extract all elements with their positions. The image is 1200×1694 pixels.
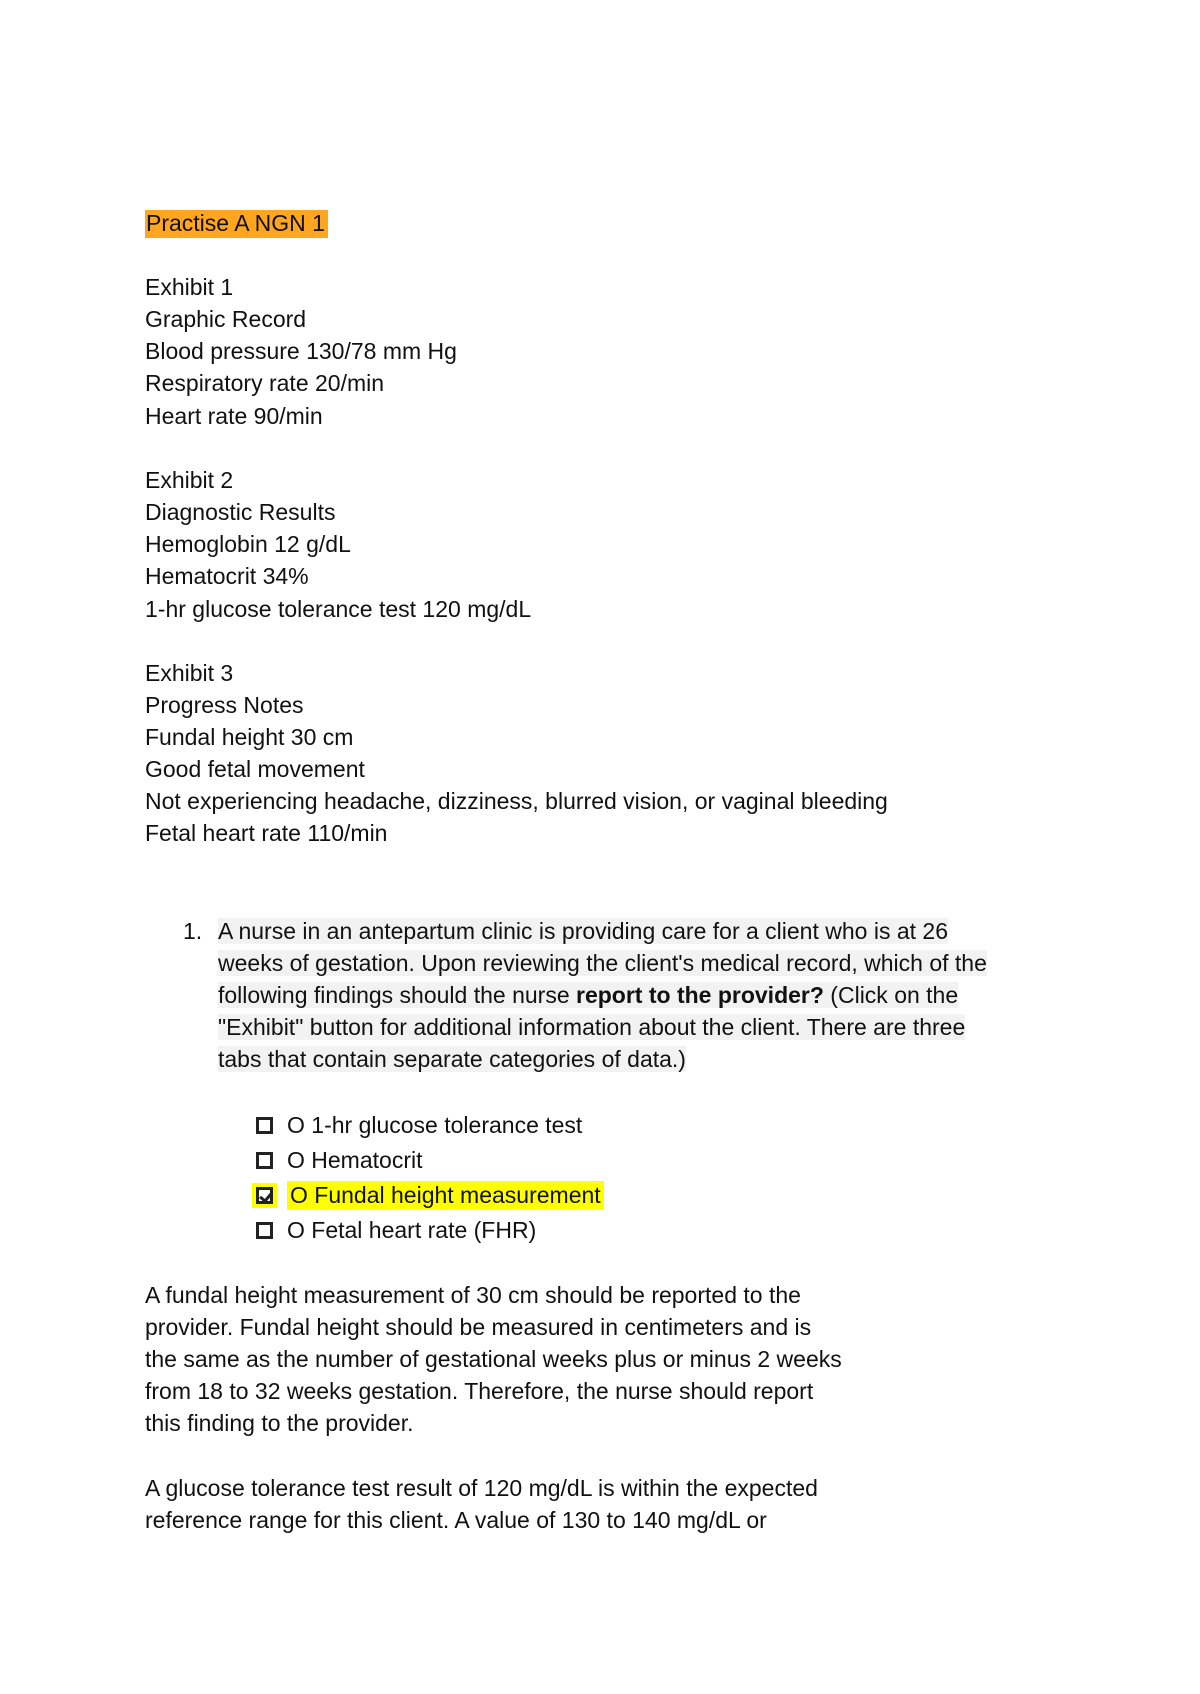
checkbox-icon[interactable] <box>256 1152 273 1169</box>
question-text: A nurse in an antepartum clinic is providing care for a client who is at 26 <box>218 918 948 944</box>
exhibit-2-heading: Exhibit 2 <box>145 467 234 493</box>
exhibit-3-line: Progress Notes <box>145 692 304 718</box>
checked-checkbox-icon[interactable] <box>256 1187 273 1204</box>
question-text-line <box>218 1011 965 1043</box>
question-text-line <box>218 979 958 1011</box>
exhibit-1-line: Blood pressure 130/78 mm Hg <box>145 338 457 364</box>
document-title <box>145 208 328 238</box>
exhibit-2-line: Diagnostic Results <box>145 499 336 525</box>
answer-option[interactable] <box>256 1145 422 1175</box>
answer-option[interactable] <box>256 1110 582 1140</box>
exhibit-2-line: Hemoglobin 12 g/dL <box>145 531 351 557</box>
explanation-line: reference range for this client. A value of 130 to 140 mg/dL or <box>145 1507 767 1533</box>
exhibit-1-line: Graphic Record <box>145 306 307 332</box>
answer-option-selected[interactable] <box>256 1180 604 1210</box>
question-text-line <box>218 1043 686 1075</box>
exhibit-1-line: Heart rate 90/min <box>145 403 323 429</box>
checkbox-icon[interactable] <box>256 1117 273 1134</box>
answer-option-label: O 1-hr glucose tolerance test <box>287 1111 583 1138</box>
answer-option-label: O Hematocrit <box>287 1146 423 1173</box>
question-text: tabs that contain separate categories of data.) <box>218 1046 686 1072</box>
exhibit-3-line: Good fetal movement <box>145 756 365 782</box>
question-text-line <box>218 947 987 979</box>
exhibit-1-line: Respiratory rate 20/min <box>145 370 385 396</box>
exhibit-3-line: Fetal heart rate 110/min <box>145 820 388 846</box>
explanation-line: A glucose tolerance test result of 120 mg/dL is within the expected <box>145 1475 818 1501</box>
explanation-line: A fundal height measurement of 30 cm should be reported to the <box>145 1282 801 1308</box>
explanation-line: this finding to the provider. <box>145 1410 414 1436</box>
answer-option-label: O Fundal height measurement <box>287 1181 604 1210</box>
question-text: (Click on the <box>823 982 959 1008</box>
question-number: 1. <box>183 918 203 944</box>
answer-option-label: O Fetal heart rate (FHR) <box>287 1216 537 1243</box>
exhibit-3-line: Not experiencing headache, dizziness, blurred vision, or vaginal bleeding <box>145 788 888 814</box>
exhibit-2-line: Hematocrit 34% <box>145 563 309 589</box>
exhibit-3-heading: Exhibit 3 <box>145 660 234 686</box>
question-text: "Exhibit" button for additional information about the client. There are three <box>218 1014 966 1040</box>
exhibit-3-line: Fundal height 30 cm <box>145 724 354 750</box>
explanation-line: the same as the number of gestational weeks plus or minus 2 weeks <box>145 1346 842 1372</box>
question-emphasis: report to the provider? <box>576 982 824 1008</box>
exhibit-2-line: 1-hr glucose tolerance test 120 mg/dL <box>145 596 532 622</box>
explanation-line: provider. Fundal height should be measured in centimeters and is <box>145 1314 812 1340</box>
explanation-line: from 18 to 32 weeks gestation. Therefore, the nurse should report <box>145 1378 814 1404</box>
exhibit-1-heading: Exhibit 1 <box>145 274 234 300</box>
title-highlight: Practise A NGN 1 <box>145 210 328 238</box>
question-text: following findings should the nurse <box>218 982 577 1008</box>
question-text-line <box>218 915 948 947</box>
question-text: weeks of gestation. Upon reviewing the client's medical record, which of the <box>218 950 987 976</box>
checkbox-icon[interactable] <box>256 1222 273 1239</box>
answer-option[interactable] <box>256 1215 536 1245</box>
